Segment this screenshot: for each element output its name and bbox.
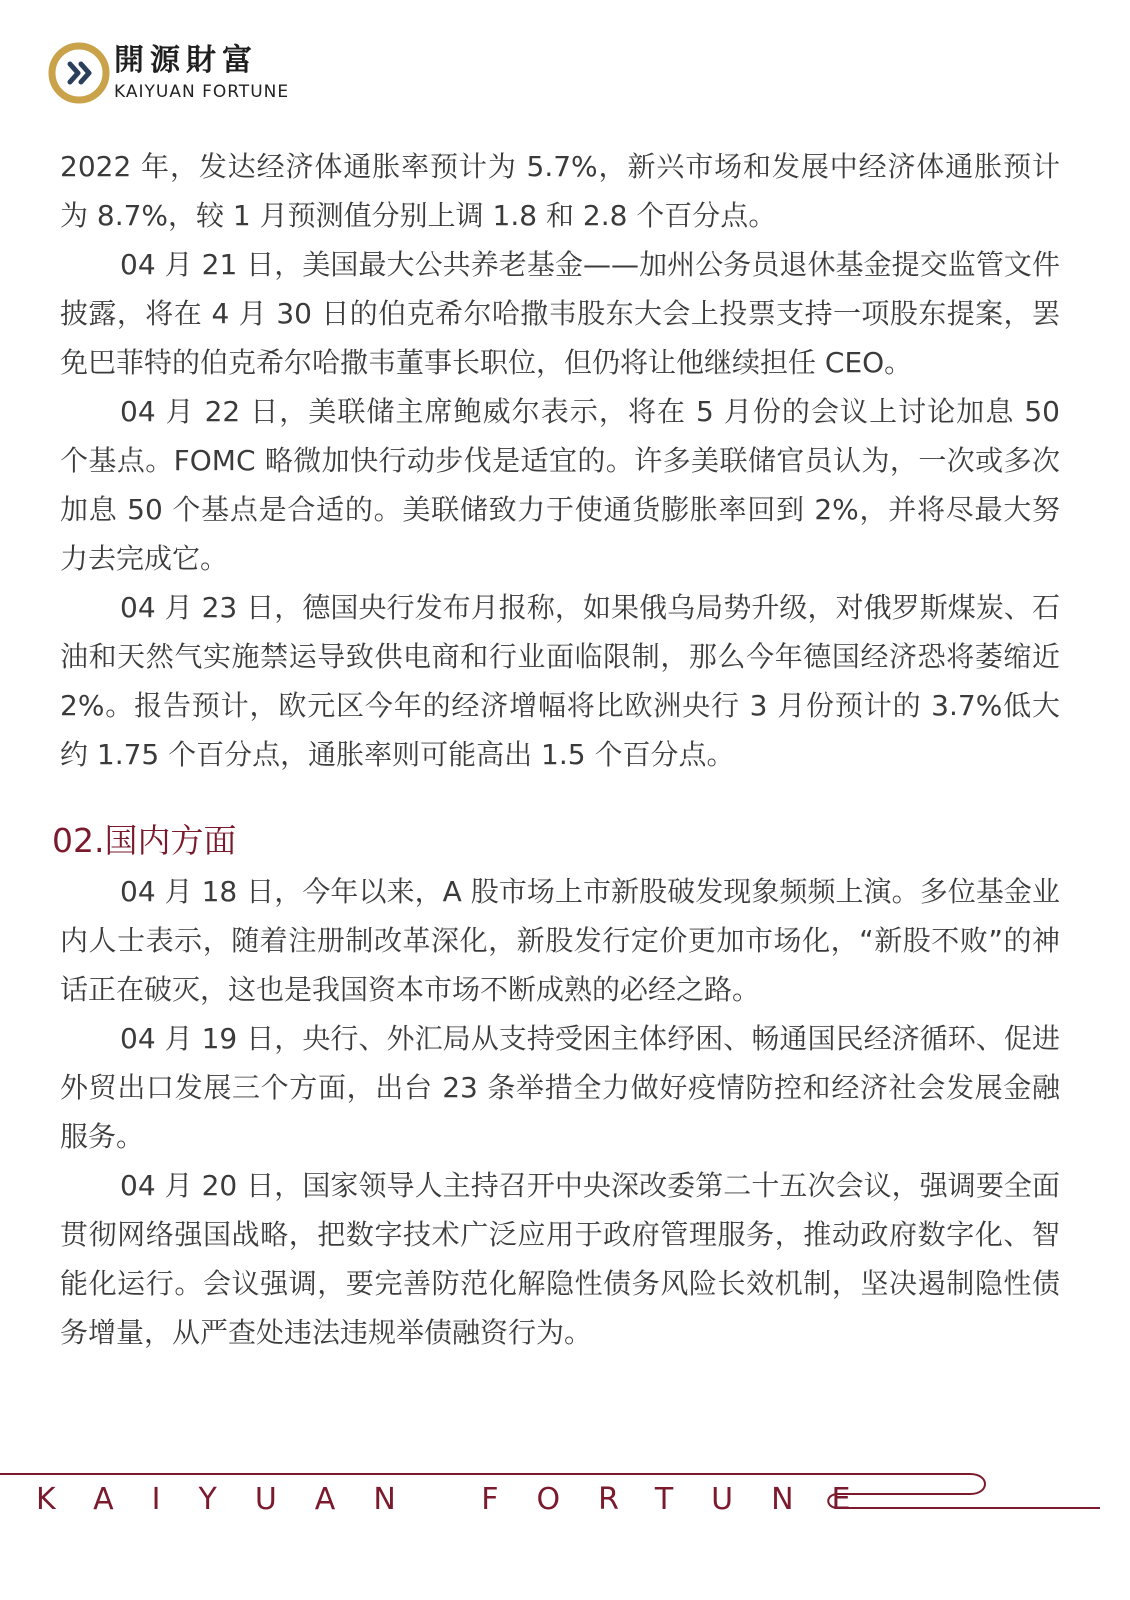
- company-logo: [48, 42, 288, 104]
- logo-english-name: KAIYUAN FORTUNE: [114, 82, 290, 102]
- logo-chinese-name: 開源財富: [114, 43, 258, 78]
- section-heading-domestic: 02.国内方面: [52, 821, 237, 860]
- page-footer: [0, 1460, 1130, 1540]
- footer-brand-text: KAIYUAN FORTUNE: [36, 1482, 889, 1517]
- paragraph-domestic-3: 04 月 20 日，国家领导人主持召开中央深改委第二十五次会议，强调要全面贯彻网络强国战略，把数字技术广泛应用于政府管理服务，推动政府数字化、智能化运行。会议强调，要完善防范化解隐性债务风险长效机制，坚决遏制隐性债务增量，从严查处违法违规举债融资行为。: [60, 1169, 1060, 1349]
- paragraph-intl-2: 04 月 21 日，美国最大公共养老基金——加州公务员退休基金提交监管文件披露，将在 4 月 30 日的伯克希尔哈撒韦股东大会上投票支持一项股东提案，罢免巴菲特的伯克希尔哈撒韦董事长职位，但仍将让他继续担任 CEO。: [60, 248, 1060, 379]
- paragraph-intl-4: 04 月 23 日，德国央行发布月报称，如果俄乌局势升级，对俄罗斯煤炭、石油和天然气实施禁运导致供电商和行业面临限制，那么今年德国经济恐将萎缩近 2%。报告预计，欧元区今年的经济增幅将比欧洲央行 3 月份预计的 3.7%低大约 1.75 个百分点，通胀率则可能高出 1.5 个百分点。: [60, 591, 1060, 771]
- paragraph-domestic-1: 04 月 18 日，今年以来，A 股市场上市新股破发现象频频上演。多位基金业内人士表示，随着注册制改革深化，新股发行定价更加市场化，“新股不败”的神话正在破灭，这也是我国资本市场不断成熟的必经之路。: [60, 875, 1060, 1006]
- article-body: [52, 142, 1060, 1357]
- paragraph-intl-1: 2022 年，发达经济体通胀率预计为 5.7%，新兴市场和发展中经济体通胀预计为 8.7%，较 1 月预测值分别上调 1.8 和 2.8 个百分点。: [60, 150, 1060, 232]
- kaiyuan-logo-icon: [48, 42, 110, 104]
- paragraph-domestic-2: 04 月 19 日，央行、外汇局从支持受困主体纾困、畅通国民经济循环、促进外贸出口发展三个方面，出台 23 条举措全力做好疫情防控和经济社会发展金融服务。: [60, 1022, 1060, 1153]
- paragraph-intl-3: 04 月 22 日，美联储主席鲍威尔表示，将在 5 月份的会议上讨论加息 50 个基点。FOMC 略微加快行动步伐是适宜的。许多美联储官员认为，一次或多次加息 50 个基点是合适的。美联储致力于使通货膨胀率回到 2%，并将尽最大努力去完成它。: [60, 395, 1060, 575]
